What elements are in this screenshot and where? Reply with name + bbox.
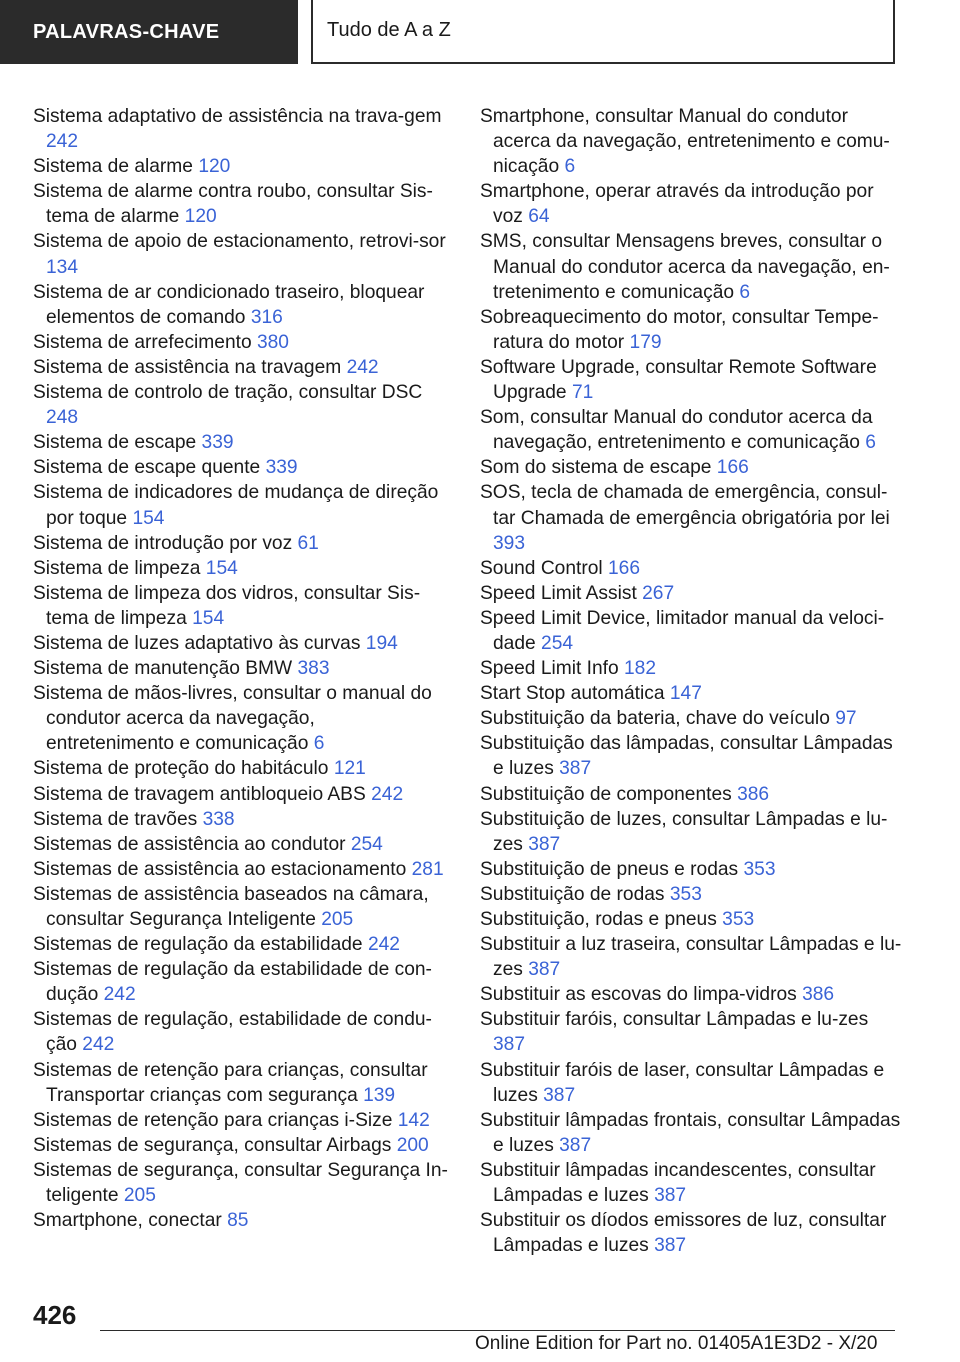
index-entry [480,807,905,857]
index-entry [33,179,448,229]
index-entry [33,430,448,455]
index-entry-text: Substituir lâmpadas incandescentes, consultar Lâmpadas e luzes [480,1159,876,1207]
page-link[interactable]: 393 [493,532,526,554]
page-link[interactable]: 6 [739,281,751,303]
index-entry-text: Speed Limit Info [480,658,619,680]
page-link[interactable]: 6 [564,156,576,178]
page-link[interactable]: 242 [346,356,379,378]
index-entry-text: Sistema de proteção do habitáculo [33,758,329,780]
index-entry-text: Start Stop automática [480,683,665,705]
page-link[interactable]: 200 [396,1134,429,1156]
index-entry-text: SOS, tecla de chamada de emergência, consul-tar Chamada de emergência obrigatória por lei [480,482,890,529]
index-entry-text: Speed Limit Assist [480,582,637,604]
page-link[interactable]: 387 [528,959,561,981]
page-link[interactable]: 205 [123,1185,156,1207]
page-link[interactable]: 386 [737,783,770,805]
page-link[interactable]: 353 [722,909,755,930]
page-link[interactable]: 387 [543,1084,576,1106]
index-entry [33,1108,448,1133]
section-tab[interactable]: PALAVRAS-CHAVE [0,0,298,64]
index-entry [33,330,448,355]
index-entry-text: Substituir as escovas do limpa-vidros [480,984,797,1006]
index-entry [480,656,905,681]
page-link[interactable]: 387 [559,758,592,780]
page-link[interactable]: 179 [629,331,662,353]
page-link[interactable]: 267 [642,582,675,604]
index-entry [33,857,448,882]
page-link[interactable]: 154 [132,507,165,529]
page-link[interactable]: 97 [835,708,857,730]
index-entry-text: Substituição de luzes, consultar Lâmpadas e lu-zes [480,808,888,855]
index-entry [33,355,448,380]
index-entry [480,355,905,405]
index-entry-text: Sistemas de segurança, consultar Segurança In-teligente [33,1159,448,1207]
page-link[interactable]: 242 [103,984,136,1006]
index-entry [480,556,905,581]
index-entry-text: Substituição, rodas e pneus [480,909,717,930]
index-entry [33,832,448,857]
index-entry [480,731,905,781]
index-entry-text: Sistemas de retenção para crianças, consultar Transportar crianças com segurança [33,1059,428,1106]
index-entry [33,656,448,681]
index-entry-text: Sound Control [480,557,603,579]
index-entry-text: Substituir a luz traseira, consultar Lâmpadas e lu-zes [480,934,902,981]
page-link[interactable]: 380 [256,331,289,353]
index-entry [33,882,448,932]
index-entry-text: Sistemas de regulação da estabilidade de con-dução [33,959,432,1006]
index-entry-text: Substituir lâmpadas frontais, consultar Lâmpadas e luzes [480,1109,901,1156]
page-header [0,0,960,64]
index-entry [33,581,448,631]
index-entry [480,1208,905,1258]
page-link[interactable]: 61 [297,532,319,554]
page-link[interactable]: 387 [654,1185,687,1207]
index-entry-text: Substituição da bateria, chave do veículo [480,708,830,730]
page-link[interactable]: 242 [82,1034,115,1056]
index-column-right [480,104,905,1258]
index-entry [33,1007,448,1057]
index-entry [33,154,448,179]
index-entry-text: Sistema de ar condicionado traseiro, bloquear elementos de comando [33,281,425,328]
page-link[interactable]: 353 [743,858,776,880]
page-link[interactable]: 154 [205,557,238,579]
page-link[interactable]: 386 [802,984,835,1006]
page-link[interactable]: 147 [669,683,702,705]
index-entry-text: Sistemas de segurança, consultar Airbags [33,1134,392,1156]
index-entry-text: Sistema de controlo de tração, consultar DSC [33,382,423,404]
index-entry [33,280,448,330]
index-entry-text: Sistema de escape quente [33,457,261,479]
page-link[interactable]: 254 [350,833,383,855]
index-entry [480,982,905,1007]
page-link[interactable]: 194 [365,632,398,654]
index-entry [33,104,448,154]
index-entry [33,229,448,279]
index-entry-text: Sistema de indicadores de mudança de direção por toque [33,482,439,529]
page-link[interactable]: 254 [541,632,574,654]
index-entry [480,907,905,932]
edition-text: Online Edition for Part no. 01405A1E3D2 - X/20 [475,1333,878,1354]
index-entry-text: Sistema de travões [33,808,198,830]
index-entry-text: Substituição de rodas [480,883,665,905]
index-entry-text: Substituir os díodos emissores de luz, consultar Lâmpadas e luzes [480,1210,887,1257]
index-entry-text: Som do sistema de escape [480,457,712,479]
page-link[interactable]: 142 [397,1109,430,1131]
page-link[interactable]: 316 [250,306,283,328]
page-link[interactable]: 166 [608,557,641,579]
index-entry-text: Sistema de limpeza dos vidros, consultar Sis-tema de limpeza [33,582,421,629]
index-entry-text: Sistema de apoio de estacionamento, retrovi-sor [33,231,446,253]
index-column-left [33,104,448,1233]
index-entry-text: Sistema de limpeza [33,557,201,579]
index-entry-text: Sistema de manutenção BMW [33,658,293,680]
index-entry-text: Sistema de escape [33,432,197,454]
index-entry [33,1058,448,1108]
chapter-tab[interactable]: Tudo de A a Z [311,0,895,64]
page-link[interactable]: 387 [528,833,561,855]
index-entry-text: Substituir faróis, consultar Lâmpadas e lu-zes [480,1009,869,1031]
page-link[interactable]: 154 [192,607,225,629]
index-entry [480,1058,905,1108]
index-entry [480,305,905,355]
index-entry [480,1007,905,1057]
index-entry [480,1158,905,1208]
index-entry [480,857,905,882]
index-entry [33,681,448,756]
index-entry-text: Substituição das lâmpadas, consultar Lâmpadas e luzes [480,733,893,780]
footer-divider [100,1330,895,1331]
page-link[interactable]: 383 [297,658,330,680]
index-entry-text: Sistema de mãos-livres, consultar o manual do condutor acerca da navegação, entretenimento e comunicação [33,683,432,755]
index-entry-text: Substituição de pneus e rodas [480,858,739,880]
index-entry-text: Sistemas de assistência baseados na câmara, consultar Segurança Inteligente [33,883,429,930]
index-entry [480,480,905,555]
page-link[interactable]: 242 [367,934,400,956]
page-link[interactable]: 242 [46,131,79,153]
page-link[interactable]: 338 [202,808,235,830]
index-entry-text: Sistemas de regulação, estabilidade de condu-ção [33,1009,432,1056]
page-link[interactable]: 242 [371,783,404,805]
index-entry [33,480,448,530]
page-link[interactable]: 205 [321,909,354,930]
index-entry [33,1133,448,1158]
index-entry-text: Sistema de introdução por voz [33,532,293,554]
index-entry [480,581,905,606]
index-entry [33,631,448,656]
index-entry [480,606,905,656]
index-entry [33,957,448,1007]
index-entry-text: Substituir faróis de laser, consultar Lâmpadas e luzes [480,1059,885,1106]
index-entry-text: Sistema de travagem antibloqueio ABS [33,783,366,805]
index-entry [480,1108,905,1158]
page-link[interactable]: 353 [669,883,702,905]
index-entry [33,1208,448,1233]
page-link[interactable]: 248 [46,407,79,429]
index-entry-text: Smartphone, consultar Manual do condutor acerca da navegação, entretenimento e comu-nicação [480,106,890,178]
index-entry-text: Speed Limit Device, limitador manual da veloci-dade [480,607,885,654]
page-link[interactable]: 85 [227,1210,249,1232]
page-link[interactable]: 71 [571,382,594,404]
page-link[interactable]: 139 [363,1084,396,1106]
index-entry [480,455,905,480]
index-entry [33,556,448,581]
index-entry [33,380,448,430]
index-entry [33,1158,448,1208]
page-number: 426 [33,1300,77,1330]
page-link[interactable]: 6 [865,432,876,454]
page-link[interactable]: 134 [46,256,79,278]
page-link[interactable]: 387 [654,1235,687,1257]
index-entry [480,405,905,455]
index-entry [480,179,905,229]
index-entry [33,531,448,556]
page-link[interactable]: 64 [528,206,550,228]
index-entry-text: Sistemas de retenção para crianças i-Size [33,1109,393,1131]
index-entry [33,455,448,480]
index-entry-text: Sistema de alarme [33,156,193,178]
page-link[interactable]: 339 [265,457,298,479]
index-entry [33,807,448,832]
index-entry-text: Software Upgrade, consultar Remote Software Upgrade [480,356,877,404]
index-entry-text: Sistemas de regulação da estabilidade [33,934,363,956]
index-entry-text: Smartphone, conectar [33,1210,222,1232]
index-entry [480,932,905,982]
index-entry [480,229,905,304]
index-entry [480,681,905,706]
index-entry [480,782,905,807]
page-link[interactable]: 6 [313,733,325,755]
index-entry [33,756,448,781]
page-link[interactable]: 120 [198,156,231,178]
page-link[interactable]: 121 [333,758,366,780]
page-link[interactable]: 166 [716,457,749,479]
index-entry [480,104,905,179]
page-link[interactable]: 387 [559,1134,592,1156]
page-link[interactable]: 120 [184,206,217,228]
index-entry-text: Sistema de assistência na travagem [33,356,342,378]
page-link[interactable]: 182 [624,658,657,680]
index-entry-text: SMS, consultar Mensagens breves, consultar o Manual do condutor acerca da navegação, en-tretenimento e comunicação [480,231,890,303]
page-link[interactable]: 339 [201,432,234,454]
index-entry-text: Sistema de alarme contra roubo, consultar Sis-tema de alarme [33,181,433,228]
index-entry-text: Sistema de luzes adaptativo às curvas [33,632,361,654]
index-entry-text: Smartphone, operar através da introdução por voz [480,181,874,228]
index-entry-text: Sistema de arrefecimento [33,331,252,353]
index-entry [480,706,905,731]
index-entry [33,932,448,957]
index-entry [33,782,448,807]
index-entry-text: Substituição de componentes [480,783,732,805]
page-link[interactable]: 281 [411,858,444,880]
index-entry-text: Som, consultar Manual do condutor acerca da navegação, entretenimento e comunicação [480,407,873,454]
index-entry-text: Sistemas de assistência ao condutor [33,833,346,855]
index-entry-text: Sobreaquecimento do motor, consultar Tempe-ratura do motor [480,306,879,353]
index-entry [480,882,905,907]
index-entry-text: Sistema adaptativo de assistência na trava-gem [33,106,442,127]
page-link[interactable]: 387 [493,1034,526,1056]
index-entry-text: Sistemas de assistência ao estacionamento [33,858,407,880]
